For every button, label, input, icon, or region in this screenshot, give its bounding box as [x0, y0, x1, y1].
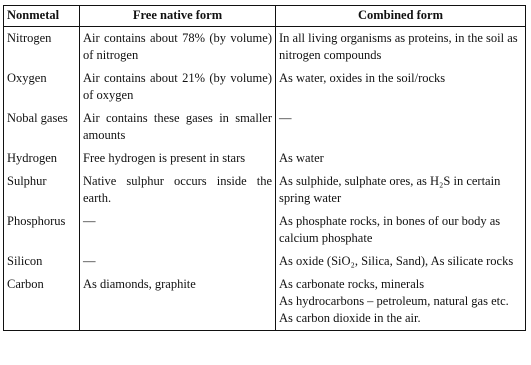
- table-row: [4, 147, 526, 170]
- combined-form-cell: As water, oxides in the soil/rocks: [276, 67, 526, 107]
- nonmetal-cell: Nitrogen: [4, 27, 80, 68]
- nonmetal-cell: Sulphur: [4, 170, 80, 210]
- combined-form-cell: As sulphide, sulphate ores, as H₂S in certain spring water: [276, 170, 526, 210]
- combined-form-cell: In all living organisms as proteins, in the soil as nitrogen compounds: [276, 27, 526, 68]
- header-nonmetal: Nonmetal: [4, 6, 80, 27]
- free-form-cell: —: [80, 210, 276, 250]
- combined-form-line: As carbonate rocks, minerals: [279, 277, 425, 291]
- header-row: [4, 6, 526, 27]
- free-form-cell: Native sulphur occurs inside the earth.: [80, 170, 276, 210]
- header-combined-form: Combined form: [276, 6, 526, 27]
- combined-form-cell: As water: [276, 147, 526, 170]
- header-free-native-form: Free native form: [80, 6, 276, 27]
- nonmetal-cell: Carbon: [4, 273, 80, 331]
- nonmetal-cell: Hydrogen: [4, 147, 80, 170]
- free-form-cell: Free hydrogen is present in stars: [80, 147, 276, 170]
- table-body: [4, 27, 526, 331]
- nonmetal-cell: Oxygen: [4, 67, 80, 107]
- table-row: [4, 273, 526, 331]
- combined-form-cell: As phosphate rocks, in bones of our body as calcium phosphate: [276, 210, 526, 250]
- combined-form-cell: —: [276, 107, 526, 147]
- table-row: [4, 250, 526, 273]
- table-row: [4, 210, 526, 250]
- free-form-cell: Air contains about 21% (by volume) of oxygen: [80, 67, 276, 107]
- nonmetals-table-container: [3, 5, 526, 331]
- table-row: [4, 170, 526, 210]
- table-header: [4, 6, 526, 27]
- table-row: [4, 67, 526, 107]
- combined-form-cell: [276, 273, 526, 331]
- table-row: [4, 107, 526, 147]
- free-form-cell: —: [80, 250, 276, 273]
- free-form-cell: Air contains about 78% (by volume) of nitrogen: [80, 27, 276, 68]
- combined-form-line: As carbon dioxide in the air.: [279, 311, 421, 325]
- combined-form-line: As hydrocarbons – petroleum, natural gas etc.: [279, 294, 509, 308]
- combined-form-cell: As oxide (SiO₂, Silica, Sand), As silicate rocks: [276, 250, 526, 273]
- nonmetal-cell: Phosphorus: [4, 210, 80, 250]
- free-form-cell: Air contains these gases in smaller amounts: [80, 107, 276, 147]
- nonmetal-cell: Nobal gases: [4, 107, 80, 147]
- nonmetals-occurrence-table: [3, 5, 526, 331]
- free-form-cell: As diamonds, graphite: [80, 273, 276, 331]
- nonmetal-cell: Silicon: [4, 250, 80, 273]
- table-row: [4, 27, 526, 68]
